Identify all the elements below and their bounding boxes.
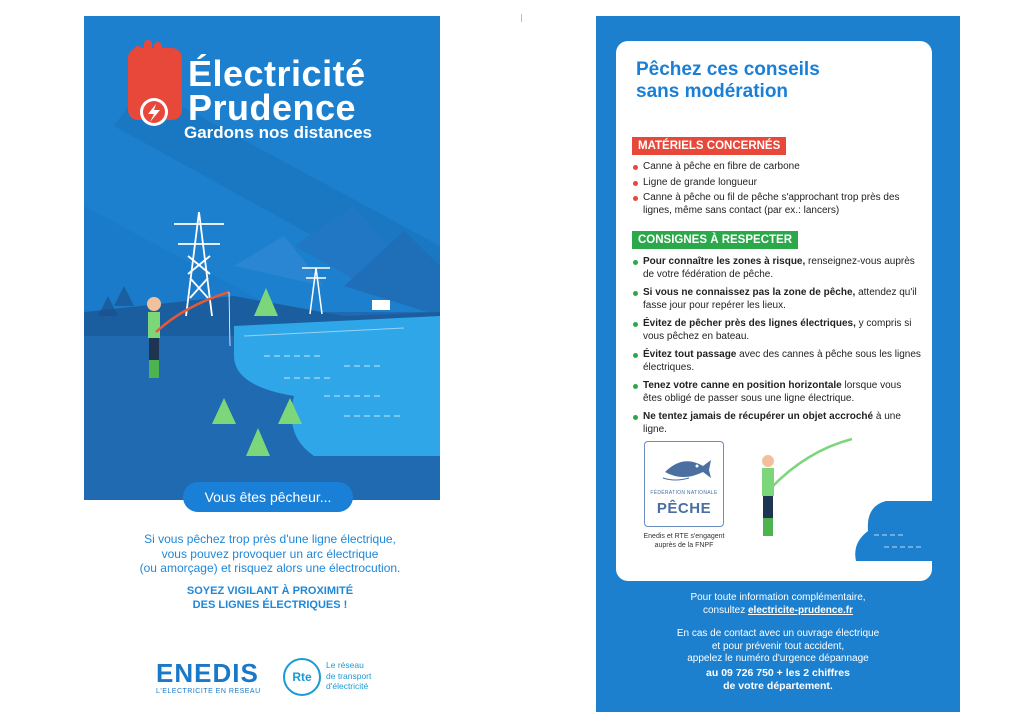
rte-tagline-line-3: d'électricité	[326, 681, 369, 691]
emergency-line-3: appelez le numéro d'urgence dépannage	[687, 653, 869, 664]
phone-line-1: au 09 726 750 + les 2 chiffres	[706, 667, 850, 679]
rte-logo: Rte	[283, 658, 321, 696]
consigne-bold: Si vous ne connaissez pas la zone de pêche,	[643, 287, 856, 298]
emergency-line-2: et pour prévenir tout accident,	[711, 640, 845, 652]
materiels-heading: MATÉRIELS CONCERNÉS	[632, 137, 786, 155]
risk-line-2: vous pouvez provoquer un arc électrique	[161, 546, 379, 561]
fnpf-caption-line-2: auprès de la FNPF	[654, 541, 714, 549]
consigne-bold: Évitez de pêcher près des lignes électriques,	[643, 318, 856, 329]
consigne-bold: Évitez tout passage	[643, 349, 737, 360]
enedis-logo	[156, 660, 261, 695]
consigne-bold: Pour connaître les zones à risque,	[643, 256, 806, 267]
audience-pill: Vous êtes pêcheur...	[183, 482, 353, 512]
vigilance-warning	[120, 584, 420, 612]
advice-card	[616, 41, 932, 581]
consigne-text: y compris si vous pêchez en bateau.	[643, 318, 912, 342]
more-info-line-1: Pour toute information complémentaire,	[690, 592, 866, 603]
fnpf-logo	[644, 441, 724, 527]
phone-line-2: de votre département.	[723, 680, 833, 692]
enedis-tagline: L'ELECTRICITE EN RESEAU	[156, 688, 261, 695]
emergency-phone	[616, 667, 940, 693]
enedis-wordmark: ENEDIS	[156, 658, 259, 688]
title-line-2: Prudence	[188, 87, 357, 128]
rte-tagline-line-2: de transport	[326, 670, 372, 681]
fnpf-peche: PÊCHE	[656, 500, 712, 517]
subtitle: Gardons nos distances	[184, 123, 372, 142]
list-item	[632, 318, 922, 343]
list-item	[632, 256, 922, 281]
fold-mark	[521, 14, 522, 22]
rte-tagline-line-1: Le réseau	[326, 660, 364, 670]
list-item: Canne à pêche ou fil de pêche s'approchant trop près des lignes, même sans contact (par ex.: lancers)	[632, 192, 922, 217]
risk-line-3: (ou amorçage) et risquez alors une électrocution.	[139, 561, 401, 575]
more-info-line-2	[616, 605, 940, 618]
more-info	[616, 592, 940, 617]
consigne-text: avec des cannes à pêche sous les lignes électriques.	[643, 349, 921, 373]
list-item	[632, 349, 922, 374]
warning-line-1: SOYEZ VIGILANT À PROXIMITÉ	[186, 585, 354, 597]
title-line-1: Électricité	[188, 53, 366, 94]
warning-line-2: DES LIGNES ÉLECTRIQUES !	[192, 599, 348, 611]
website-link[interactable]: electricite-prudence.fr	[747, 604, 854, 616]
fish-icon	[645, 442, 723, 490]
materiels-list	[632, 161, 922, 220]
consigne-text: lorsque vous êtes obligé de passer sous une ligne électrique.	[643, 380, 902, 404]
fisherman-illustration	[756, 431, 932, 581]
card-title-line-2: sans modération	[636, 81, 789, 102]
risk-line-1: Si vous pêchez trop près d'une ligne électrique,	[144, 532, 396, 546]
fnpf-federation: FÉDÉRATION NATIONALE	[650, 490, 718, 496]
fnpf-caption-line-1: Enedis et RTE s'engagent	[643, 533, 725, 540]
risk-description	[120, 532, 420, 576]
consignes-heading: CONSIGNES À RESPECTER	[632, 231, 798, 249]
emergency-line-1: En cas de contact avec un ouvrage électrique	[676, 628, 880, 639]
consigne-bold: Tenez votre canne en position horizontale	[643, 380, 842, 391]
list-item	[632, 287, 922, 312]
rte-tagline	[326, 660, 406, 692]
consigne-text: attendez qu'il fasse jour pour repérer les lieux.	[643, 287, 917, 311]
card-title-line-1: Pêchez ces conseils	[636, 59, 820, 80]
consignes-list	[632, 256, 922, 442]
list-item: Ligne de grande longueur	[632, 177, 922, 190]
list-item: Canne à pêche en fibre de carbone	[632, 161, 922, 174]
consigne-text: à une ligne.	[643, 411, 901, 435]
more-info-prefix: consultez	[702, 604, 748, 616]
card-title	[636, 59, 916, 103]
consigne-text: renseignez-vous auprès de votre fédération de pêche.	[643, 256, 915, 280]
leaflet-back-page	[596, 16, 960, 712]
fnpf-caption	[636, 533, 732, 550]
list-item	[632, 380, 922, 405]
emergency-instructions	[616, 628, 940, 666]
consigne-bold: Ne tentez jamais de récupérer un objet accroché	[643, 411, 874, 422]
